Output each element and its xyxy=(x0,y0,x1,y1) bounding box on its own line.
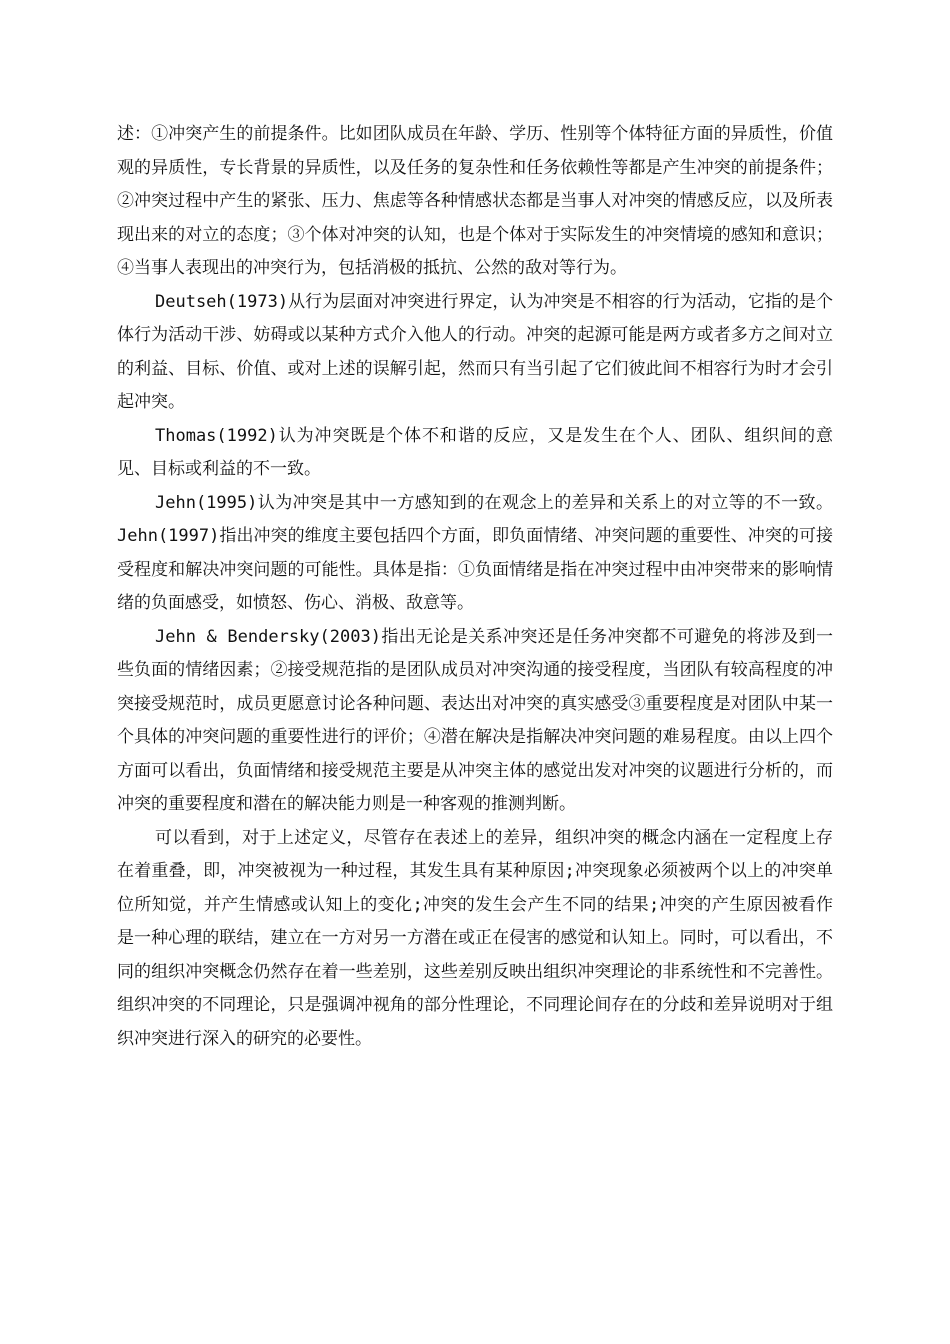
paragraph-jehn: Jehn(1995)认为冲突是其中一方感知到的在观念上的差异和关系上的对立等的不一致。Jehn(1997)指出冲突的维度主要包括四个方面，即负面情绪、冲突问题的重要性、冲突的可接受程度和解决冲突问题的可能性。具体是指：①负面情绪是指在冲突过程中由冲突带来的影响情绪的负面感受，如愤怒、伤心、消极、敌意等。 xyxy=(117,492,833,613)
paragraph-summary: 可以看到，对于上述定义，尽管存在表述上的差异，组织冲突的概念内涵在一定程度上存在着重叠，即，冲突被视为一种过程，其发生具有某种原因;冲突现象必须被两个以上的冲突单位所知觉，并产生情感或认知上的变化;冲突的发生会产生不同的结果;冲突的产生原因被看作是一种心理的联结，建立在一方对另一方潜在或正在侵害的感觉和认知上。同时，可以看出，不同的组织冲突概念仍然存在着一些差别，这些差别反映出组织冲突理论的非系统性和不完善性。组织冲突的不同理论，只是强调冲视角的部分性理论，不同理论间存在的分歧和差异说明对于组织冲突进行深入的研究的必要性。 xyxy=(117,827,833,1049)
paragraph-deutsch: Deutseh(1973)从行为层面对冲突进行界定，认为冲突是不相容的行为活动，它指的是个体行为活动干涉、妨碍或以某种方式介入他人的行动。冲突的起源可能是两方或者多方之间对立的利益、目标、价值、或对上述的误解引起，然而只有当引起了它们彼此间不相容行为时才会引起冲突。 xyxy=(117,291,833,412)
document-body xyxy=(117,118,833,1056)
paragraph-thomas: Thomas(1992)认为冲突既是个体不和谐的反应，又是发生在个人、团队、组织间的意见、目标或利益的不一致。 xyxy=(117,425,833,479)
paragraph-jehn-bendersky: Jehn & Bendersky(2003)指出无论是关系冲突还是任务冲突都不可避免的将涉及到一些负面的情绪因素；②接受规范指的是团队成员对冲突沟通的接受程度，当团队有较高程度的冲突接受规范时，成员更愿意讨论各种问题、表达出对冲突的真实感受③重要程度是对团队中某一个具体的冲突问题的重要性进行的评价；④潜在解决是指解决冲突问题的难易程度。由以上四个方面可以看出，负面情绪和接受规范主要是从冲突主体的感觉出发对冲突的议题进行分析的，而冲突的重要程度和潜在的解决能力则是一种客观的推测判断。 xyxy=(117,626,833,814)
paragraph-continuation: 述：①冲突产生的前提条件。比如团队成员在年龄、学历、性别等个体特征方面的异质性，价值观的异质性，专长背景的异质性，以及任务的复杂性和任务依赖性等都是产生冲突的前提条件；②冲突过程中产生的紧张、压力、焦虑等各种情感状态都是当事人对冲突的情感反应，以及所表现出来的对立的态度；③个体对冲突的认知，也是个体对于实际发生的冲突情境的感知和意识；④当事人表现出的冲突行为，包括消极的抵抗、公然的敌对等行为。 xyxy=(117,124,833,278)
